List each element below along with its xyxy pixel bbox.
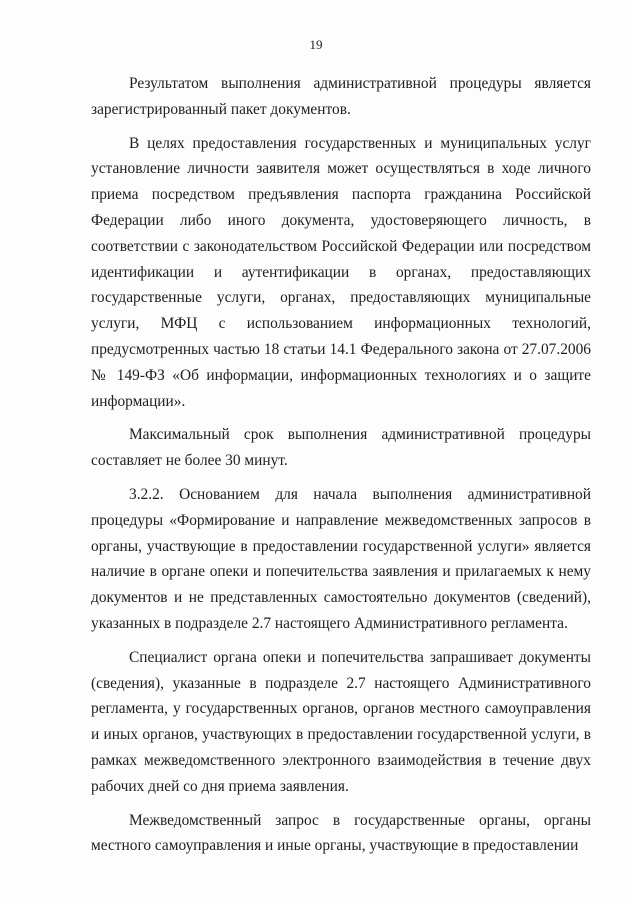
- paragraph-max-duration: Максимальный срок выполнения административной процедуры составляет не более 30 минут.: [91, 426, 591, 470]
- page-number: 19: [309, 37, 323, 52]
- paragraph-identity-verification: В целях предоставления государственных и муниципальных услуг установление личности заявителя может осуществляться в ходе личного приема посредством предъявления паспорта гражданина Российской Федерации либо иного документа, удостоверяющего личность, в соответствии с законодательством Российской Федерации или посредством идентификации и аутентификации в органах, предоставляющих государственные услуги, органах, предоставляющих муниципальные услуги, МФЦ с использованием информационных технологий, предусмотренных частью 18 статьи 14.1 Федерального закона от 27.07.2006 № 149-ФЗ «Об информации, информационных технологиях и о защите информации».: [91, 134, 591, 410]
- paragraph-interagency-request: Межведомственный запрос в государственные органы, органы местного самоуправления и иные органы, участвующие в предоставлении: [91, 811, 591, 855]
- paragraph-specialist-request: Специалист органа опеки и попечительства запрашивает документы (сведения), указанные в подразделе 2.7 настоящего Административного регламента, у государственных органов, органов местного самоуправления и иных органов, участвующих в предоставлении государственной услуги, в рамках межведомственного электронного взаимодействия в течение двух рабочих дней со дня приема заявления.: [91, 648, 591, 795]
- document-body: [91, 71, 591, 867]
- paragraph-result: Результатом выполнения административной процедуры является зарегистрированный пакет документов.: [91, 75, 591, 118]
- paragraph-section-3-2-2: 3.2.2. Основанием для начала выполнения административной процедуры «Формирование и направление межведомственных запросов в органы, участвующие в предоставлении государственной услуги» является наличие в органе опеки и попечительства заявления и прилагаемых к нему документов и не представленных самостоятельно документов (сведений), указанных в подразделе 2.7 настоящего Административного регламента.: [91, 485, 591, 632]
